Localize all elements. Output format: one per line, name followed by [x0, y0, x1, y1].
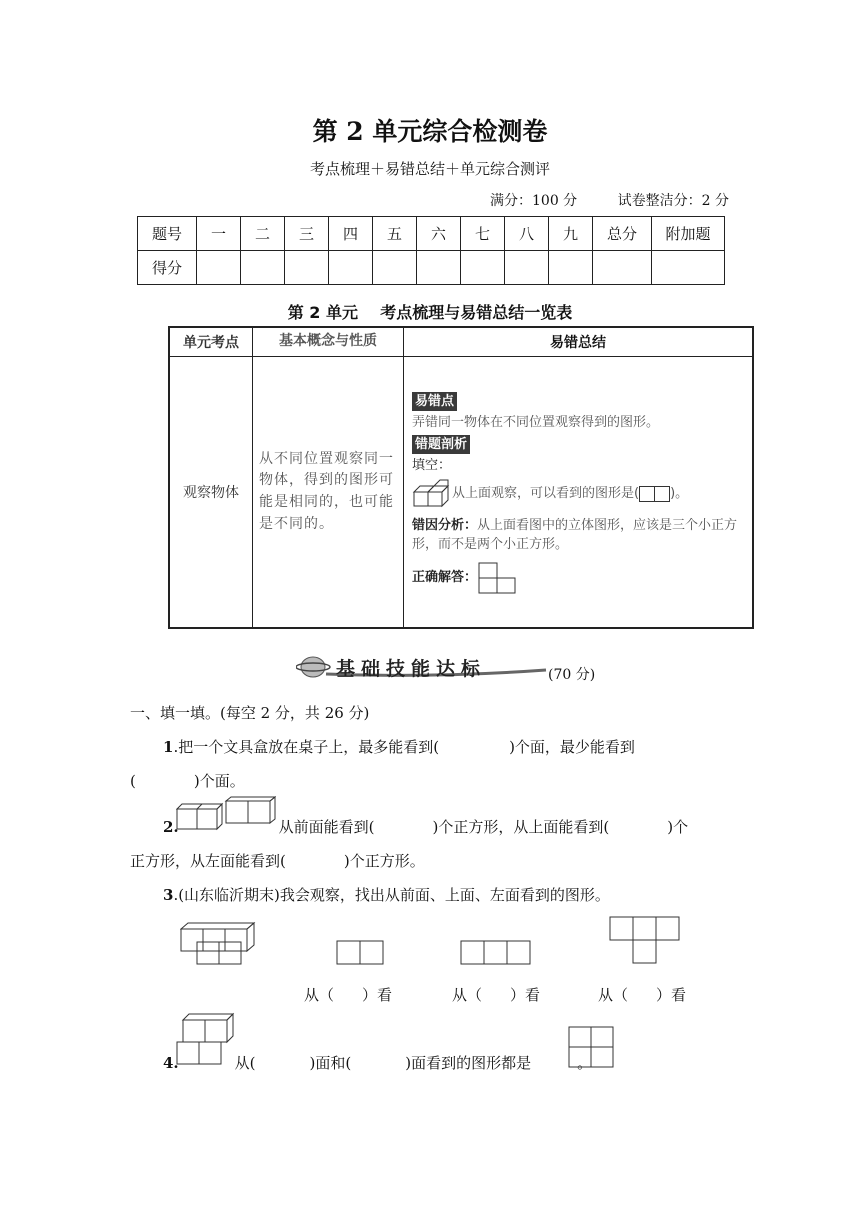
score-blank[interactable] — [373, 251, 417, 285]
score-cell: 附加题 — [652, 217, 725, 251]
view-label-close: ）看 — [362, 986, 393, 1004]
reason-text: 从上面看图中的立体图形，应该是三个小正方形，而不是两个小正方形。 — [412, 517, 738, 552]
cube-stack-figure — [412, 478, 452, 510]
q3-shape-three-squares — [460, 940, 534, 966]
score-blank[interactable] — [593, 251, 652, 285]
q4-text-d: 。 — [577, 1054, 593, 1072]
score-table-header-row — [138, 217, 725, 251]
answer-label: 正确解答： — [412, 569, 478, 585]
fill-label: 填空： — [412, 458, 452, 473]
answer-box — [655, 486, 670, 502]
section-heading: 一、填一填。(每空 2 分，共 26 分) — [130, 704, 370, 722]
score-cell: 二 — [241, 217, 285, 251]
q1-text-a: .把一个文具盒放在桌子上，最多能看到( — [173, 738, 440, 756]
score-cell: 三 — [285, 217, 329, 251]
q2-text-a: 从前面能看到( — [278, 818, 375, 836]
score-cell: 题号 — [138, 217, 197, 251]
page-subtitle: 考点梳理＋易错总结＋单元综合测评 — [309, 160, 550, 178]
q2-text-c: )个 — [667, 818, 689, 836]
question-3-number: 3 — [163, 886, 174, 904]
score-blank[interactable] — [549, 251, 593, 285]
view-label-close: ）看 — [656, 986, 687, 1004]
summary-table — [168, 326, 754, 629]
q3-text: .(山东临沂期末)我会观察，找出从前面、上面、左面看到的图形。 — [173, 886, 610, 904]
view-label-close: ）看 — [510, 986, 541, 1004]
score-cell: 总分 — [593, 217, 652, 251]
score-blank[interactable] — [329, 251, 373, 285]
summary-header-topic: 单元考点 — [169, 327, 253, 357]
score-cell: 七 — [461, 217, 505, 251]
question-end: )。 — [670, 485, 689, 501]
view-label-open: 从（ — [452, 986, 483, 1004]
q3-shape-two-squares — [336, 940, 386, 966]
answer-box — [639, 486, 655, 502]
view-label-open: 从（ — [304, 986, 335, 1004]
q2-text-b: )个正方形，从上面能看到( — [432, 818, 610, 836]
q1-text-b: )个面，最少能看到 — [509, 738, 635, 756]
score-table — [137, 216, 725, 285]
error-point-tag: 易错点 — [412, 392, 457, 412]
q4-text-b: )面和( — [309, 1054, 352, 1072]
score-blank[interactable] — [652, 251, 725, 285]
banner-title: 基础技能达标 — [336, 658, 487, 680]
q3-view-label-3 — [598, 984, 686, 1005]
q4-text-c: )面看到的图形都是 — [405, 1054, 532, 1072]
summary-row — [169, 357, 753, 629]
answer-shape-figure — [477, 561, 517, 595]
summary-header-row — [169, 327, 753, 357]
error-point-text: 弄错同一物体在不同位置观察得到的图形。 — [412, 415, 660, 430]
question-3-line — [163, 884, 610, 905]
page-title: 第 2 单元综合检测卷 — [312, 117, 548, 146]
score-info — [490, 190, 729, 210]
section-banner — [296, 652, 548, 686]
score-cell: 六 — [417, 217, 461, 251]
summary-concept: 从不同位置观察同一物体，得到的图形可能是相同的，也可能是不同的。 — [253, 357, 404, 629]
q3-view-label-1 — [304, 984, 392, 1005]
summary-errors — [404, 357, 754, 629]
score-blank[interactable] — [197, 251, 241, 285]
q4-grid-shape — [568, 1026, 616, 1070]
full-score: 满分：100 分 — [490, 193, 578, 209]
q3-solid-figure — [180, 920, 262, 966]
score-cell: 一 — [197, 217, 241, 251]
reason-label: 错因分析： — [412, 517, 478, 533]
score-blank[interactable] — [505, 251, 549, 285]
summary-topic: 观察物体 — [169, 357, 253, 629]
summary-header-errors: 易错总结 — [404, 327, 754, 357]
question-2-number: 2. — [163, 818, 179, 836]
q3-shape-t-shape — [609, 916, 683, 966]
q1-text-c: ( — [130, 772, 136, 790]
section-score: (70 分) — [548, 667, 596, 683]
q2-cube-figure — [176, 796, 276, 832]
question-text: 从上面观察，可以看到的图形是( — [452, 485, 640, 501]
score-row-label: 得分 — [138, 251, 197, 285]
analysis-tag: 错题剖析 — [412, 435, 470, 455]
score-cell: 四 — [329, 217, 373, 251]
question-1-line-2 — [130, 770, 245, 791]
q2-text-e: )个正方形。 — [343, 852, 425, 870]
question-2-line-2 — [130, 850, 425, 871]
q4-text-a: 从( — [234, 1054, 256, 1072]
question-1-number: 1 — [163, 738, 174, 756]
summary-header-concept: 基本概念与性质 — [253, 327, 404, 357]
neatness-score: 试卷整洁分：2 分 — [617, 193, 729, 209]
score-blank[interactable] — [417, 251, 461, 285]
summary-title: 第 2 单元 考点梳理与易错总结一览表 — [287, 303, 573, 322]
score-table-score-row — [138, 251, 725, 285]
question-4-number: 4. — [163, 1054, 179, 1072]
q2-text-d: 正方形，从左面能看到( — [130, 852, 286, 870]
q1-text-d: )个面。 — [193, 772, 245, 790]
question-1-line-1 — [163, 736, 635, 757]
view-label-open: 从（ — [598, 986, 629, 1004]
score-cell: 五 — [373, 217, 417, 251]
score-blank[interactable] — [285, 251, 329, 285]
score-cell: 九 — [549, 217, 593, 251]
score-blank[interactable] — [241, 251, 285, 285]
score-blank[interactable] — [461, 251, 505, 285]
question-4-line — [163, 1052, 592, 1073]
q3-view-label-2 — [452, 984, 540, 1005]
score-cell: 八 — [505, 217, 549, 251]
